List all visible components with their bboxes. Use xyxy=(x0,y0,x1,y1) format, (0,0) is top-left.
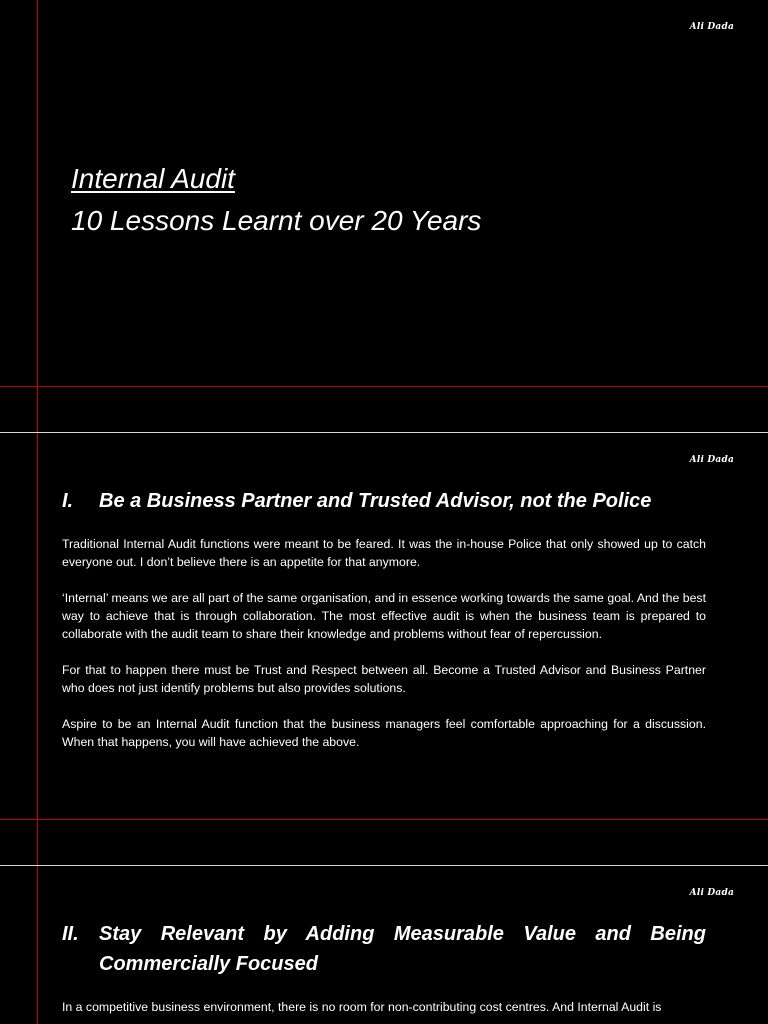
slide-title xyxy=(0,0,768,432)
vertical-guide-line xyxy=(37,433,38,865)
lesson-title: Be a Business Partner and Trusted Advisor, not the Police xyxy=(99,490,652,512)
lesson-number: I. xyxy=(62,490,74,512)
title-line-2: 10 Lessons Learnt over 20 Years xyxy=(71,205,482,236)
paragraph: For that to happen there must be Trust and Respect between all. Become a Trusted Advisor and Business Partner who does not just identify problems but also provides solutions. xyxy=(62,663,706,695)
vertical-guide-line xyxy=(37,0,38,432)
title-line-1: Internal Audit xyxy=(71,163,235,194)
lesson-title: Stay Relevant by Adding Measurable Value and Being Commercially Focused xyxy=(99,923,706,975)
author-signature: Ali Dada xyxy=(689,22,734,32)
presentation-title xyxy=(71,158,481,242)
lesson-heading xyxy=(62,919,706,979)
author-signature: Ali Dada xyxy=(689,455,734,465)
author-signature: Ali Dada xyxy=(689,888,734,898)
lesson-body xyxy=(62,998,706,1024)
paragraph: Aspire to be an Internal Audit function that the business managers feel comfortable approaching for a discussion. When that happens, you will have achieved the above. xyxy=(62,717,706,749)
lesson-heading xyxy=(62,486,706,516)
paragraph: ‘Internal’ means we are all part of the same organisation, and in essence working towards the same goal. And the best way to achieve that is through collaboration. The most effective audit is when the business team is prepared to collaborate with the audit team to share their knowledge and problems without fear of repercussion. xyxy=(62,591,706,641)
horizontal-guide-line xyxy=(0,386,768,387)
lesson-number: II. xyxy=(62,923,79,945)
slide-lesson-1 xyxy=(0,433,768,865)
lesson-body xyxy=(62,535,706,769)
paragraph: In a competitive business environment, there is no room for non-contributing cost centres. And Internal Audit is xyxy=(62,1000,662,1014)
paragraph: Traditional Internal Audit functions were meant to be feared. It was the in-house Police that only showed up to catch everyone out. I don’t believe there is an appetite for that anymore. xyxy=(62,537,706,569)
slide-lesson-2 xyxy=(0,866,768,1024)
vertical-guide-line xyxy=(37,866,38,1024)
horizontal-guide-line xyxy=(0,819,768,820)
